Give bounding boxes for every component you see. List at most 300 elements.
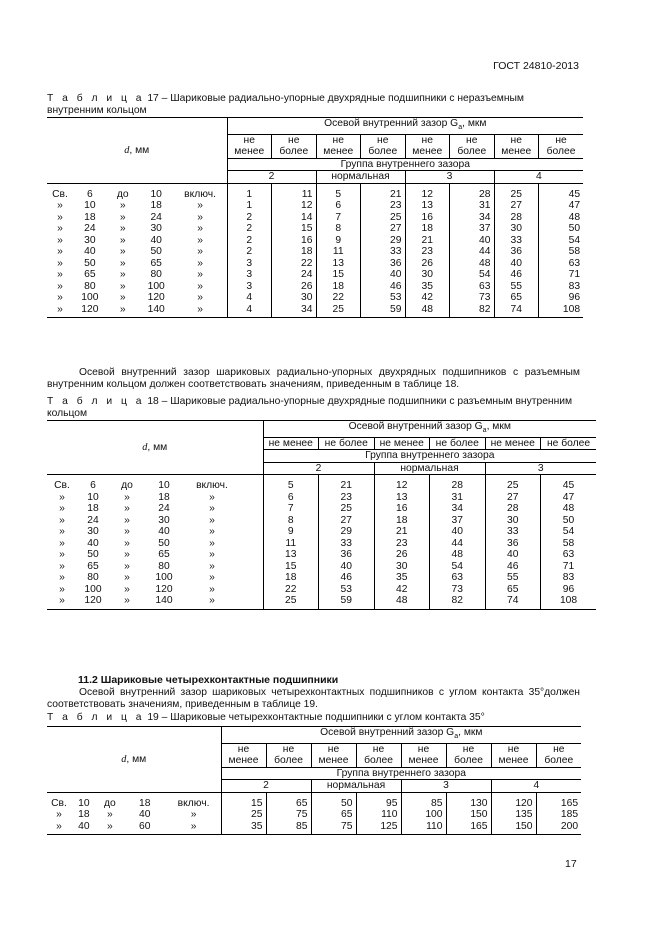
value-cell: 8 [263,515,319,527]
d-part: » [124,514,130,526]
d-header: d, мм [47,118,227,184]
value-cell: 71 [541,561,597,573]
subheader-cell: не менее [401,743,446,767]
d-part: 65 [84,269,96,281]
d-part: » [197,280,203,292]
d-part: » [124,491,130,503]
d-part: » [57,211,63,223]
d-part: » [119,303,126,315]
clearance-title: Осевой внутренний зазор $G_a$, мкм [227,118,583,135]
value-cell: 44 [430,538,486,550]
page-header: ГОСТ 24810-2013 [493,60,579,72]
value-cell: 12 [405,183,450,200]
table-row [47,183,583,200]
d-part: 120 [155,583,173,595]
value-cell: 58 [541,538,597,550]
d-part: » [124,560,130,572]
d-part: 18 [78,809,90,821]
value-cell: 63 [430,572,486,584]
d-part: 100 [155,572,173,584]
value-cell: 7 [316,212,361,224]
d-range [47,561,263,573]
d-part: » [57,223,63,235]
value-cell: 21 [319,475,375,492]
d-part: 18 [138,797,151,809]
value-cell: 40 [430,526,486,538]
d-part: » [209,503,215,515]
d-part: » [209,572,215,584]
value-cell: 34 [450,212,495,224]
value-cell: 50 [539,223,584,235]
d-part: » [124,537,130,549]
d-part: 10 [78,797,90,809]
d-range [47,304,227,318]
d-part: 6 [90,480,96,492]
value-cell: 23 [405,246,450,258]
value-cell: 185 [536,809,581,821]
d-part: » [59,503,65,515]
value-cell: 71 [539,269,584,281]
value-cell: 16 [272,235,317,247]
d-part: 40 [78,820,90,832]
table-row [47,492,596,504]
page-number: 17 [565,858,577,870]
d-part: » [57,303,63,315]
group-cell: 3 [401,780,491,793]
value-cell: 3 [227,269,272,281]
value-cell: 150 [491,821,536,835]
value-cell: 100 [401,809,446,821]
value-cell: 42 [374,584,430,596]
d-part: 10 [84,200,96,212]
value-cell: 29 [319,526,375,538]
d-part: до [103,797,116,809]
subheader-cell: не менее [316,134,361,158]
d-range [47,258,227,270]
value-cell: 95 [356,792,401,809]
subheader-cell: не менее [485,437,541,450]
t19-grid [47,726,581,835]
d-part: » [59,526,65,538]
value-cell: 96 [541,584,597,596]
d-range [47,515,263,527]
value-cell: 24 [272,269,317,281]
d-part: 80 [84,280,96,292]
value-cell: 31 [430,492,486,504]
value-cell: 40 [450,235,495,247]
value-cell: 33 [494,235,539,247]
value-cell: 29 [361,235,406,247]
d-part: 24 [150,211,162,223]
d-part: » [57,234,63,246]
value-cell: 8 [316,223,361,235]
value-cell: 45 [541,475,597,492]
d-header: d, мм [47,727,221,793]
d-range [47,292,227,304]
d-part: » [57,292,63,304]
d-part: 30 [158,514,170,526]
value-cell: 3 [227,258,272,270]
d-part: Св. [51,797,67,809]
subheader-cell: не менее [221,743,266,767]
d-range [47,269,227,281]
d-part: » [119,257,126,269]
value-cell: 34 [430,503,486,515]
subheader-cell: не менее [311,743,356,767]
section-title: 11.2 Шариковые четырехконтактные подшипники [78,674,339,686]
header-row [47,421,596,438]
d-part: » [209,537,215,549]
value-cell: 2 [227,223,272,235]
d-part: » [190,809,197,821]
d-part: 24 [158,503,170,515]
value-cell: 44 [450,246,495,258]
value-cell: 48 [405,304,450,318]
value-cell: 48 [374,595,430,609]
group-cell: 2 [263,462,374,475]
d-part: 60 [138,820,151,832]
caption-text: 17 – Шариковые радиально-упорные двухрядные подшипники с неразъемным внутренним кольцом [47,93,524,116]
d-range [47,503,263,515]
d-part: 80 [150,269,162,281]
value-cell: 120 [491,792,536,809]
value-cell: 1 [227,200,272,212]
table-row [47,258,583,270]
d-part: 140 [155,595,173,607]
table-row [47,292,583,304]
value-cell: 96 [539,292,584,304]
group-cell: 3 [405,171,494,184]
group-cell: нормальная [374,462,485,475]
d-range [47,809,221,821]
value-cell: 40 [494,258,539,270]
value-cell: 16 [374,503,430,515]
d-part: 80 [87,572,99,584]
caption-prefix: Т а б л и ц а [47,712,145,723]
value-cell: 16 [405,212,450,224]
d-part: » [119,269,126,281]
table-row [47,223,583,235]
table-row [47,281,583,293]
value-cell: 47 [541,492,597,504]
d-part: » [209,526,215,538]
d-part: 120 [84,595,102,607]
d-part: 18 [150,200,162,212]
value-cell: 25 [361,212,406,224]
value-cell: 21 [361,183,406,200]
d-part: 18 [158,491,170,503]
value-cell: 28 [430,475,486,492]
value-cell: 63 [541,549,597,561]
value-cell: 48 [430,549,486,561]
d-part: » [197,292,203,304]
value-cell: 35 [374,572,430,584]
value-cell: 4 [227,304,272,318]
d-part: 40 [87,537,99,549]
value-cell: 12 [272,200,317,212]
subheader-cell: не менее [491,743,536,767]
d-part: 120 [81,303,99,315]
table-row [47,503,596,515]
value-cell: 53 [361,292,406,304]
d-range [47,200,227,212]
value-cell: 13 [405,200,450,212]
d-part: 140 [147,303,165,315]
value-cell: 48 [541,503,597,515]
value-cell: 11 [316,246,361,258]
d-part: » [57,280,63,292]
value-cell: 82 [450,304,495,318]
value-cell: 82 [430,595,486,609]
table-row [47,246,583,258]
group-cell: нормальная [311,780,401,793]
d-part: 80 [158,560,170,572]
table-row [47,538,596,550]
value-cell: 83 [541,572,597,584]
d-part: включ. [196,480,228,492]
value-cell: 54 [541,526,597,538]
t18-grid [47,420,596,610]
group-cell: 2 [227,171,316,184]
d-part: » [197,200,203,212]
table-row [47,200,583,212]
value-cell: 25 [319,503,375,515]
d-part: » [59,537,65,549]
value-cell: 5 [263,475,319,492]
subheader-cell: не менее [263,437,319,450]
table-18-caption [47,396,580,419]
d-part: » [59,560,65,572]
d-part: 10 [158,480,170,492]
subheader-cell: не более [361,134,406,158]
value-cell: 28 [494,212,539,224]
value-cell: 63 [450,281,495,293]
d-part: 18 [84,211,96,223]
value-cell: 33 [319,538,375,550]
value-cell: 18 [263,572,319,584]
d-range [47,595,263,609]
value-cell: 27 [485,492,541,504]
d-part: » [209,514,215,526]
group-label: Группа внутреннего зазора [263,450,596,463]
value-cell: 25 [494,183,539,200]
value-cell: 11 [272,183,317,200]
d-range [47,538,263,550]
d-part: » [209,583,215,595]
t17-grid [47,117,583,318]
value-cell: 2 [227,212,272,224]
d-part: до [121,480,133,492]
d-part: » [57,269,63,281]
value-cell: 5 [316,183,361,200]
value-cell: 36 [319,549,375,561]
d-part: » [209,560,215,572]
d-part: » [190,820,197,832]
d-range [47,235,227,247]
d-part: » [106,820,113,832]
value-cell: 46 [485,561,541,573]
d-part: 65 [87,560,99,572]
d-part: » [59,514,65,526]
value-cell: 54 [450,269,495,281]
d-range [47,492,263,504]
group-cell: 4 [491,780,581,793]
value-cell: 50 [311,792,356,809]
d-part: » [209,595,215,607]
table-row [47,235,583,247]
d-part: » [197,234,203,246]
d-part: » [124,583,130,595]
d-part: » [119,200,126,212]
d-range [47,212,227,224]
d-part: 100 [81,292,99,304]
clearance-title: Осевой внутренний зазор $G_a$, мкм [221,727,581,744]
subheader-cell: не более [539,134,584,158]
group-cell: 2 [221,780,311,793]
subheader-cell: не более [319,437,375,450]
value-cell: 40 [361,269,406,281]
d-part: » [119,280,126,292]
value-cell: 83 [539,281,584,293]
d-part: » [119,246,126,258]
value-cell: 7 [263,503,319,515]
value-cell: 36 [361,258,406,270]
d-part: 100 [147,280,165,292]
value-cell: 200 [536,821,581,835]
value-cell: 6 [263,492,319,504]
value-cell: 15 [272,223,317,235]
d-part: 50 [84,257,96,269]
value-cell: 18 [316,281,361,293]
d-part: » [59,595,65,607]
d-part: » [124,526,130,538]
value-cell: 37 [450,223,495,235]
d-part: » [119,211,126,223]
value-cell: 26 [405,258,450,270]
value-cell: 18 [405,223,450,235]
value-cell: 2 [227,246,272,258]
d-part: » [59,491,65,503]
d-part: » [59,572,65,584]
value-cell: 30 [494,223,539,235]
subheader-cell: не более [541,437,597,450]
value-cell: 42 [405,292,450,304]
value-cell: 3 [227,281,272,293]
value-cell: 110 [401,821,446,835]
value-cell: 31 [450,200,495,212]
d-part: включ. [184,188,216,200]
value-cell: 54 [539,235,584,247]
value-cell: 26 [272,281,317,293]
value-cell: 22 [316,292,361,304]
table-row [47,561,596,573]
value-cell: 1 [227,183,272,200]
value-cell: 13 [374,492,430,504]
d-part: 18 [87,503,99,515]
value-cell: 25 [485,475,541,492]
value-cell: 22 [272,258,317,270]
value-cell: 47 [539,200,584,212]
d-part: » [197,269,203,281]
value-cell: 130 [446,792,491,809]
value-cell: 34 [272,304,317,318]
d-part: 40 [138,809,151,821]
paragraph-2: Осевой внутренний зазор шариковых четырехконтактных подшипников с углом контакта 35°должен соответствовать значениям, приведенным в таблице 19. [47,687,580,710]
value-cell: 4 [227,292,272,304]
d-part: » [124,503,130,515]
value-cell: 108 [539,304,584,318]
caption-text: 19 – Шариковые четырехконтактные подшипники с углом контакта 35° [144,712,485,723]
value-cell: 59 [361,304,406,318]
value-cell: 6 [316,200,361,212]
d-part: 100 [84,583,102,595]
subheader-cell: не более [266,743,311,767]
value-cell: 165 [536,792,581,809]
value-cell: 18 [374,515,430,527]
value-cell: 65 [485,584,541,596]
d-part: » [57,257,63,269]
d-range [47,223,227,235]
table-row [47,584,596,596]
value-cell: 75 [311,821,356,835]
d-range [47,584,263,596]
d-part: » [209,549,215,561]
value-cell: 2 [227,235,272,247]
group-label: Группа внутреннего зазора [227,158,583,171]
table-row [47,821,581,835]
value-cell: 30 [405,269,450,281]
caption-text: 18 – Шариковые радиально-упорные двухрядные подшипники с разъемным внутренним кольцом [47,396,573,419]
d-part: 40 [158,526,170,538]
value-cell: 65 [266,792,311,809]
value-cell: 27 [319,515,375,527]
value-cell: 23 [374,538,430,550]
subheader-cell: не более [430,437,486,450]
value-cell: 108 [541,595,597,609]
value-cell: 23 [361,200,406,212]
d-part: 30 [84,234,96,246]
value-cell: 55 [494,281,539,293]
table-row [47,515,596,527]
d-part: » [59,583,65,595]
d-range [47,572,263,584]
value-cell: 33 [361,246,406,258]
d-part: 40 [150,234,162,246]
d-range [47,792,221,809]
d-part: 50 [87,549,99,561]
value-cell: 33 [485,526,541,538]
d-range [47,246,227,258]
d-part: » [124,595,130,607]
value-cell: 36 [494,246,539,258]
d-range [47,183,227,200]
table-row [47,572,596,584]
d-part: » [197,257,203,269]
value-cell: 85 [401,792,446,809]
value-cell: 54 [430,561,486,573]
value-cell: 63 [539,258,584,270]
value-cell: 36 [485,538,541,550]
table-row [47,526,596,538]
d-part: до [116,188,129,200]
d-part: » [59,549,65,561]
value-cell: 15 [316,269,361,281]
d-part: » [197,223,203,235]
value-cell: 22 [263,584,319,596]
subheader-cell: не более [450,134,495,158]
d-part: 65 [158,549,170,561]
value-cell: 28 [485,503,541,515]
